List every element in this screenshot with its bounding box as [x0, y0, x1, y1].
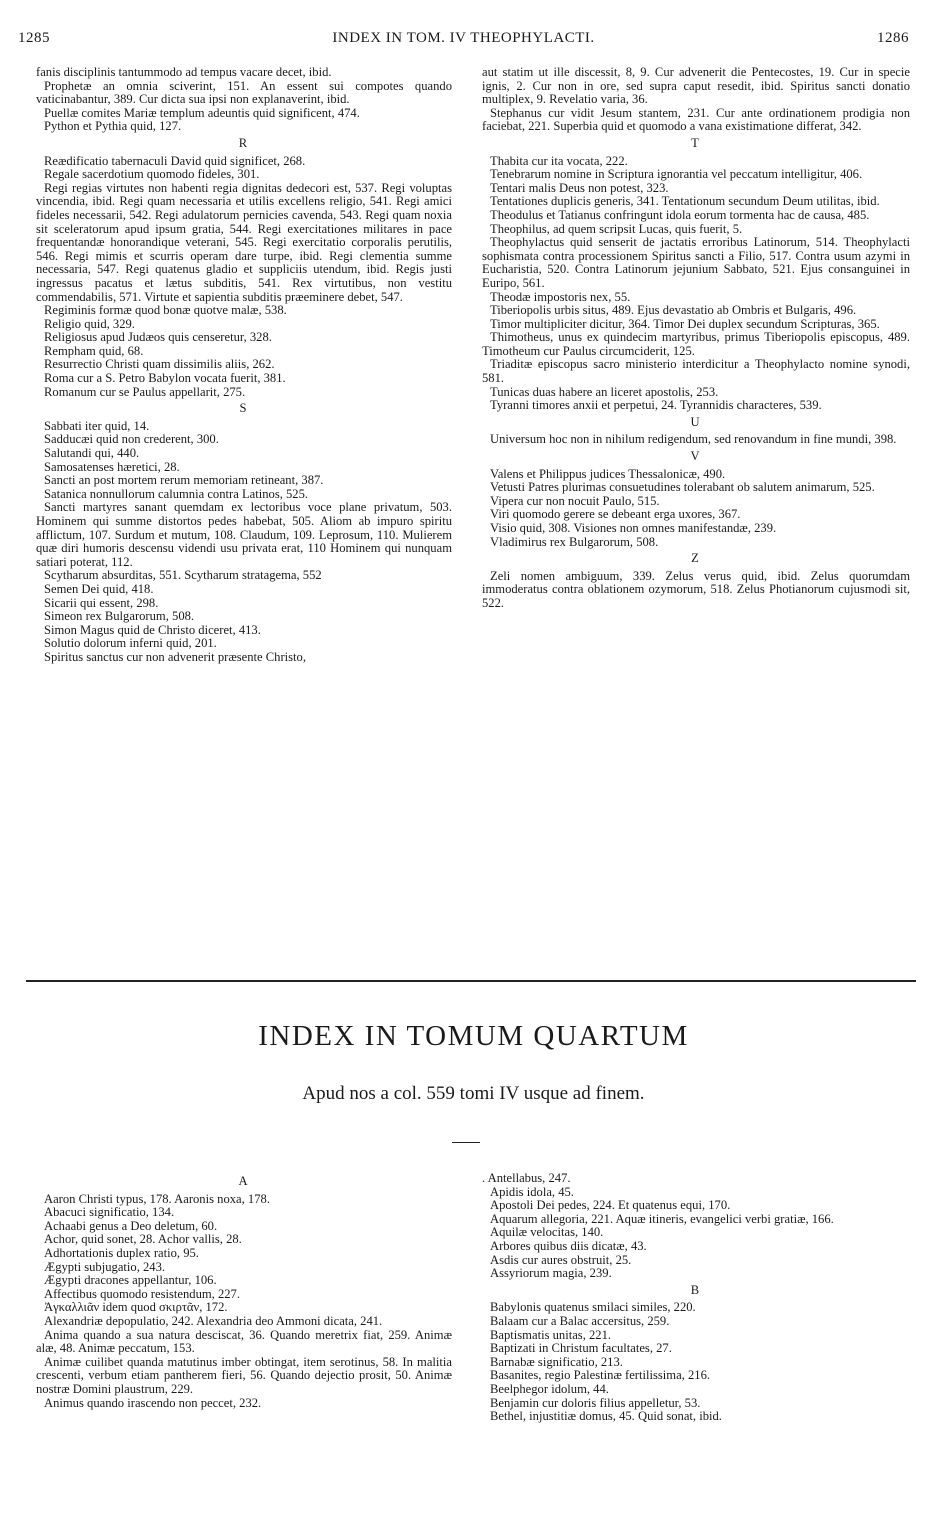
index-entry: Resurrectio Christi quam dissimilis aliis, 262.: [44, 357, 275, 372]
index-entry: Samosatenses hæretici, 28.: [44, 459, 180, 474]
index-entry: Benjamin cur doloris filius appelletur, 53.: [490, 1395, 701, 1410]
index-entry: Satanica nonnullorum calumnia contra Latinos, 525.: [44, 486, 309, 501]
index-entry: Apidis idola, 45.: [490, 1184, 574, 1199]
index-entry: Sancti an post mortem rerum memoriam retineant, 387.: [44, 473, 324, 488]
index-entry: Regiminis formæ quod bonæ quotve malæ, 538.: [44, 303, 287, 318]
section-letter: R: [238, 135, 248, 150]
index-entry: Sancti martyres sanant quemdam ex lectoribus voce plane privatum, 503. Hominem qui summe distortos pedes habebat, 505. Aliom ab impuro spiritu afflictum, 107. Surdum et mutum, 108. Claudum, 109. Leprosum, 110. Mulierem quæ diri humoris descensu videndi usu privata erat, 110 Hominem qui nunquam satiari poterat, 112.: [36, 500, 452, 569]
section-letter: Z: [691, 551, 699, 566]
index-column-top-left: [34, 66, 452, 665]
index-entry: Universum hoc non in nihilum redigendum, sed renovandum in fine mundi, 398.: [490, 432, 897, 447]
index-entry: Baptizati in Christum facultates, 27.: [490, 1341, 672, 1356]
index-entry: Rempham quid, 68.: [44, 343, 144, 358]
index-entry: Semen Dei quid, 418.: [44, 581, 154, 596]
index-entry: Sadducæi quid non crederent, 300.: [44, 432, 219, 447]
page-number-right: 1286: [877, 30, 909, 46]
index-entry: Solutio dolorum inferni quid, 201.: [44, 636, 217, 651]
index-entry: Prophetæ an omnia sciverint, 151. An essent sui compotes quando vaticinabantur, 389. Cur dicta sua ipsi non explanaverint, ibid.: [36, 78, 452, 107]
index-entry: Asdis cur aures obstruit, 25.: [490, 1252, 632, 1267]
index-entry: Sabbati iter quid, 14.: [44, 418, 150, 433]
index-entry: Affectibus quomodo resistendum, 227.: [44, 1286, 240, 1301]
index-entry: fanis disciplinis tantummodo ad tempus vacare decet, ibid.: [36, 65, 332, 79]
section-letter: V: [690, 449, 700, 464]
index-entry: Thabita cur ita vocata, 222.: [490, 153, 628, 168]
index-entry: Viri quomodo gerere se debeant erga uxores, 367.: [490, 507, 741, 522]
index-entry: Adhortationis duplex ratio, 95.: [44, 1245, 199, 1260]
index-entry: Tunicas duas habere an liceret apostolis, 253.: [490, 384, 719, 399]
index-entry: Babylonis quatenus smilaci similes, 220.: [490, 1300, 696, 1315]
running-head: [18, 30, 909, 54]
index-entry: Achor, quid sonet, 28. Achor vallis, 28.: [44, 1232, 242, 1247]
index-entry: Ἀγκαλλιᾶν idem quod σκιρτᾶν, 172.: [44, 1300, 228, 1315]
section-letter: S: [239, 401, 247, 416]
index-entry: Sicarii qui essent, 298.: [44, 595, 159, 610]
index-entry: Valens et Philippus judices Thessalonicæ, 490.: [490, 466, 726, 481]
index-entry: Theodæ impostoris nex, 55.: [490, 289, 631, 304]
index-subtitle: Apud nos a col. 559 tomi IV usque ad finem.: [302, 1083, 645, 1104]
index-entry: Tenebrarum nomine in Scriptura ignorantia vel peccatum intelligitur, 406.: [490, 167, 863, 182]
index-entry: Theophylactus quid senserit de jactatis erroribus Latinorum, 514. Theophylacti sophismata contra processionem Spiritus sancti a Filio, 517. Contra usum azymi in Eucharistia, 520. Contra Latinorum jejunium Sabbato, 521. Ejus consanguinei in Euripo, 561.: [482, 235, 910, 290]
index-entry: Simon Magus quid de Christo diceret, 413.: [44, 622, 261, 637]
index-entry: Romanum cur se Paulus appellarit, 275.: [44, 384, 246, 399]
index-entry: Regale sacerdotium quomodo fideles, 301.: [44, 167, 260, 182]
index-entry: Simeon rex Bulgarorum, 508.: [44, 609, 195, 624]
index-entry: Beelphegor idolum, 44.: [490, 1381, 609, 1396]
index-column-bottom-left: [34, 1172, 452, 1410]
index-entry: Arbores quibus diis dicatæ, 43.: [490, 1238, 647, 1253]
index-entry: Ægypti dracones appellantur, 106.: [44, 1273, 217, 1288]
index-entry: Theophilus, ad quem scripsit Lucas, quis fuerit, 5.: [490, 221, 743, 236]
index-entry: Spiritus sanctus cur non advenerit præsente Christo,: [44, 649, 306, 664]
index-entry: Tentari malis Deus non potest, 323.: [490, 180, 669, 195]
index-entry: Basanites, regio Palestinæ fertilissima, 216.: [490, 1368, 711, 1383]
index-entry: Reædificatio tabernaculi David quid significet, 268.: [44, 153, 306, 168]
index-title: INDEX IN TOMUM QUARTUM: [258, 1020, 689, 1052]
running-title: INDEX IN TOM. IV THEOPHYLACTI.: [332, 30, 595, 46]
index-column-bottom-right: [480, 1172, 910, 1424]
index-entry: Thimotheus, unus ex quindecim martyribus, primus Tiberiopolis episcopus, 489. Timotheum cur Paulus circumciderit, 125.: [482, 330, 910, 358]
index-entry: Alexandriæ depopulatio, 242. Alexandria deo Ammoni dicata, 241.: [44, 1313, 383, 1328]
index-entry: Vetusti Patres plurimas consuetudines tolerabant ob salutem animarum, 525.: [490, 480, 875, 495]
index-entry: Stephanus cur vidit Jesum stantem, 231. Cur ante ordinationem prodigia non faciebat, 221. Superbia quid et quomodo a vana existimatione differat, 342.: [482, 105, 910, 134]
index-entry: Tyranni timores anxii et perpetui, 24. Tyrannidis characteres, 539.: [490, 398, 822, 413]
index-entry: Baptismatis unitas, 221.: [490, 1327, 612, 1342]
section-divider: [26, 980, 916, 982]
index-entry: Bethel, injustitiæ domus, 45. Quid sonat, ibid.: [490, 1409, 722, 1424]
index-entry: Zeli nomen ambiguum, 339. Zelus verus quid, ibid. Zelus quorumdam immoderatus contra oblationem ozymorum, 518. Zelus Photianorum cujusmodi sit, 522.: [482, 568, 910, 610]
index-entry: . Antellabus, 247.: [482, 1171, 571, 1185]
index-entry: Vipera cur non nocuit Paulo, 515.: [490, 493, 660, 508]
index-entry: Salutandi qui, 440.: [44, 446, 140, 461]
index-entry: Aaron Christi typus, 178. Aaronis noxa, 178.: [44, 1191, 270, 1206]
index-entry: Aquarum allegoria, 221. Aquæ itineris, evangelici verbi gratiæ, 166.: [490, 1211, 834, 1226]
section-letter: A: [238, 1174, 248, 1188]
index-entry: Puellæ comites Mariæ templum adeuntis quid significent, 474.: [44, 105, 360, 120]
index-entry: Scytharum absurditas, 551. Scytharum stratagema, 552: [44, 568, 322, 583]
index-entry: Balaam cur a Balac accersitus, 259.: [490, 1313, 670, 1328]
title-rule: [452, 1142, 480, 1143]
index-entry: Visio quid, 308. Visiones non omnes manifestandæ, 239.: [490, 521, 777, 535]
index-entry: Theodulus et Tatianus confringunt idola eorum tormenta hac de causa, 485.: [490, 207, 870, 222]
page-number-left: 1285: [18, 30, 50, 46]
index-entry: aut statim ut ille discessit, 8, 9. Cur advenerit die Pentecostes, 19. Cur in specie ignis, 2. Cur non in ore, sed supra caput resedit, ibid. Spiritus sancti donatio multiplex, 9. Revelatio varia, 36.: [482, 65, 910, 107]
index-entry: Anima quando a sua natura desciscat, 36. Quando meretrix fiat, 259. Animæ alæ, 48. Animæ peccatum, 153.: [36, 1327, 452, 1356]
index-entry: Religiosus apud Judæos quis censeretur, 328.: [44, 330, 272, 345]
index-entry: Tiberiopolis urbis situs, 489. Ejus devastatio ab Ombris et Bulgaris, 496.: [490, 303, 857, 318]
index-entry: Triaditæ episcopus sacro ministerio interdicitur a Theophylacto nomine synodi, 581.: [482, 357, 910, 386]
section-letter: T: [691, 135, 699, 150]
index-entry: Timor multipliciter dicitur, 364. Timor Dei duplex secundum Scripturas, 365.: [490, 316, 880, 331]
index-entry: Animus quando irascendo non peccet, 232.: [44, 1395, 262, 1410]
index-entry: Python et Pythia quid, 127.: [44, 119, 182, 134]
section-letter: B: [690, 1282, 700, 1297]
index-entry: Ægypti subjugatio, 243.: [44, 1259, 166, 1274]
index-entry: Barnabæ significatio, 213.: [490, 1354, 623, 1369]
index-entry: Aquilæ velocitas, 140.: [490, 1225, 604, 1240]
section-letter: U: [690, 414, 700, 429]
index-entry: Religio quid, 329.: [44, 316, 135, 331]
index-entry: Tentationes duplicis generis, 341. Tentationum secundum Deum utilitas, ibid.: [490, 194, 880, 209]
index-entry: Regi regias virtutes non habenti regia dignitas dedecori est, 537. Regi voluptas vincendia, ibid. Regi quam necessaria et utilis excellens religio, 541. Regi amici fideles necessarii, 542. Regi adulatorum pernicies cavenda, 543. Regi quam noxia sit sceleratorum apud ipsum gratia, 544. Regi exercitationes militares in pace frequentandæ honorandique veterani, 545. Regi exercitatio corporalis perutilis, 546. Regi mimis et scurris operam dare turpe, ibid. Regi clementia summe necessaria, 547. Regi quatenus gladio et suppliciis utendum, ibid. Regis justi ingressus pacatus et lætus subditis, 541. Rex virtutibus, non vestitu commendabilis, 571. Virtute et sapientia subditis præeminere debet, 547.: [36, 180, 452, 304]
index-entry: Vladimirus rex Bulgarorum, 508.: [490, 534, 659, 549]
index-entry: Achaabi genus a Deo deletum, 60.: [44, 1218, 218, 1233]
index-column-top-right: [480, 66, 910, 611]
index-entry: Abacuci significatio, 134.: [44, 1205, 175, 1220]
index-entry: Roma cur a S. Petro Babylon vocata fuerit, 381.: [44, 371, 286, 386]
index-entry: Apostoli Dei pedes, 224. Et quatenus equi, 170.: [490, 1198, 731, 1213]
index-entry: Animæ cuilibet quanda matutinus imber obtingat, item serotinus, 58. In malitia crescenti, verbum etiam pantherem fieri, 56. Quando dejectio prosit, 50. Animæ nostræ Domini plaustrum, 229.: [36, 1354, 452, 1396]
index-entry: Assyriorum magia, 239.: [490, 1266, 612, 1281]
